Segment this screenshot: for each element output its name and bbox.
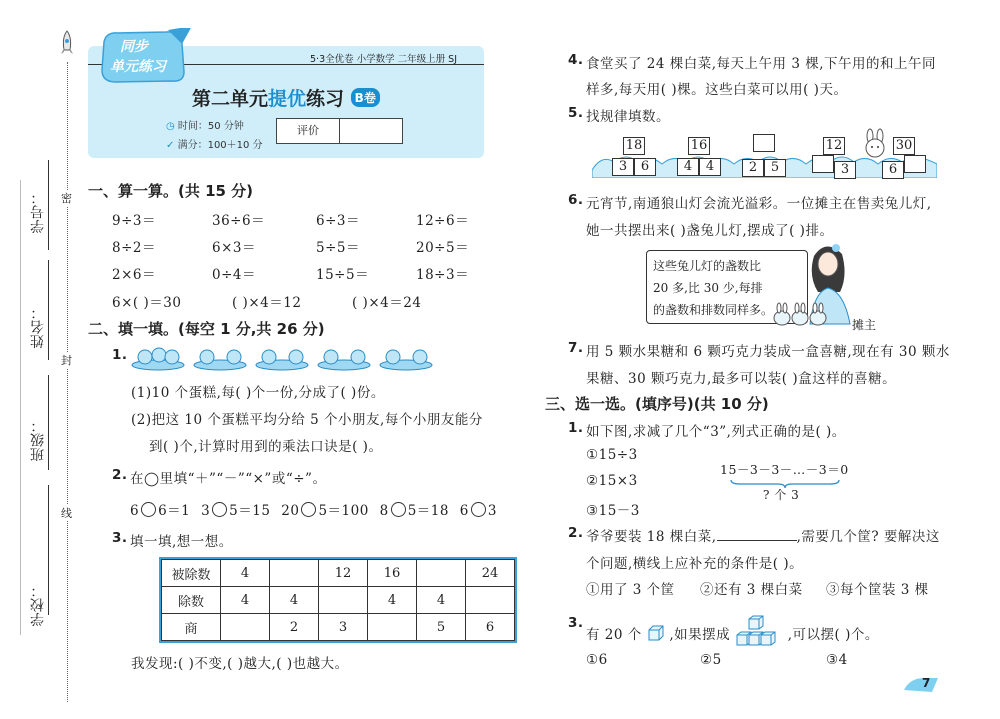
table-row xyxy=(162,560,515,587)
label-student-id: 学号： xyxy=(30,190,46,234)
table-cell-blank[interactable] xyxy=(270,560,319,587)
table-cell-blank[interactable] xyxy=(221,614,270,641)
seq-item xyxy=(812,134,856,179)
score-text: 满分：100＋10 分 xyxy=(177,140,263,151)
op-circle[interactable] xyxy=(141,502,156,517)
bubble-line: 的盏数和排数同样多。 xyxy=(653,303,774,317)
bunny-lantern-icon xyxy=(774,303,790,325)
eval-field[interactable] xyxy=(340,119,402,143)
s1-r3c1: 2×6＝ xyxy=(112,267,156,283)
title-part-b: 提优 xyxy=(268,88,307,110)
title-part-c: 练习 xyxy=(306,88,345,110)
score-info xyxy=(166,136,263,151)
page-number: 7 xyxy=(922,676,931,690)
s1-r1c4: 12÷6＝ xyxy=(416,213,470,229)
table-row xyxy=(162,587,515,614)
unit-badge xyxy=(96,28,196,84)
seq-top: 16 xyxy=(688,137,710,155)
table-cell-blank[interactable] xyxy=(319,587,368,614)
cake-plate-icon xyxy=(256,350,308,370)
eval-box xyxy=(276,118,403,144)
op-left: 3 xyxy=(201,503,211,519)
seq-left: 3 xyxy=(612,158,634,176)
section1-title: 一、算一算。(共 15 分) xyxy=(88,182,254,200)
page-title xyxy=(192,84,380,111)
header-meta: 5·3全优卷 小学数学 二年级上册 SJ xyxy=(310,54,457,65)
table-cell: 6 xyxy=(466,614,515,641)
field-class[interactable] xyxy=(48,375,49,470)
clock-icon: ◷ xyxy=(166,121,175,132)
op-circle[interactable] xyxy=(471,502,486,517)
s1-r3c4: 18÷3＝ xyxy=(416,267,470,283)
s2-q3-text: 填一填,想一想。 xyxy=(130,534,233,550)
s1-r1c1: 9÷3＝ xyxy=(112,213,156,229)
s3-q3-line xyxy=(586,615,879,649)
seq-right: 6 xyxy=(634,158,656,176)
s3-q1-brace-label: ? 个 3 xyxy=(763,488,800,502)
s3-q1-option2[interactable]: ②15×3 xyxy=(586,473,638,489)
s3-q3-number: 3. xyxy=(568,615,584,631)
op-circle[interactable] xyxy=(391,502,406,517)
label-name: 姓名： xyxy=(30,305,46,349)
op-right: 5＝18 xyxy=(407,503,449,519)
seal-xian: 线 xyxy=(61,507,72,520)
table-cell: 12 xyxy=(319,560,368,587)
table-header: 被除数 xyxy=(162,560,221,587)
s1-r2c1: 8÷2＝ xyxy=(112,240,156,256)
seq-left: 4 xyxy=(677,158,699,176)
seal-feng: 封 xyxy=(61,354,72,367)
s3-q2-line2: 个问题,横线上应补充的条件是( )。 xyxy=(586,556,804,572)
table-cell: 16 xyxy=(368,560,417,587)
op-right: 6＝1 xyxy=(158,503,191,519)
s2-q5-number: 5. xyxy=(568,105,584,121)
seq-top: 30 xyxy=(893,137,915,155)
division-table xyxy=(159,557,517,643)
field-name[interactable] xyxy=(48,260,49,360)
cube-icon xyxy=(647,624,665,642)
s3-q1-text: 如下图,求减了几个“3”,列式正确的是( )。 xyxy=(586,424,846,440)
s3-q3-text-a: 有 20 个 xyxy=(586,627,642,643)
s2-q1-part2-line2: 到( )个,计算时用到的乘法口诀是( )。 xyxy=(149,439,383,455)
seq-right: 4 xyxy=(699,158,721,176)
s1-r2c3: 5÷5＝ xyxy=(316,240,360,256)
seq-left: 2 xyxy=(742,159,764,177)
s3-q3-option3[interactable]: ③4 xyxy=(826,652,848,668)
s3-q2-condition-blank[interactable] xyxy=(717,528,797,541)
title-part-a: 第二单元 xyxy=(192,88,269,110)
seq-item xyxy=(612,134,656,176)
check-icon: ✓ xyxy=(166,140,175,151)
s3-q2-line1-b: ,需要几个筐? 要解决这 xyxy=(796,529,940,545)
table-cell-blank[interactable] xyxy=(466,587,515,614)
title-tag: B卷 xyxy=(351,88,380,107)
s2-q7-line2: 果糖、30 颗巧克力,最多可以装( )盒这样的喜糖。 xyxy=(586,371,897,387)
seq-right: 5 xyxy=(764,159,786,177)
bunny-lantern-icon xyxy=(792,303,808,325)
s1-r4c2: ( )×4＝12 xyxy=(232,295,302,311)
s1-r1c2: 36÷6＝ xyxy=(212,213,266,229)
s2-q6-line2: 她一共摆出来( )盏兔儿灯,摆成了( )排。 xyxy=(586,223,834,239)
s1-r1c3: 6÷3＝ xyxy=(316,213,360,229)
s2-q3-number: 3. xyxy=(112,530,128,546)
s2-q6-number: 6. xyxy=(568,192,584,208)
seq-top: 12 xyxy=(823,137,845,155)
s3-q2-option1[interactable]: ①用了 3 个筐 xyxy=(586,582,675,598)
s2-q1-part2-line1: (2)把这 10 个蛋糕平均分给 5 个小朋友,每个小朋友能分 xyxy=(131,412,483,428)
op-left: 6 xyxy=(130,503,140,519)
page-number-badge xyxy=(902,674,940,694)
table-cell: 2 xyxy=(270,614,319,641)
op-right: 5＝100 xyxy=(318,503,369,519)
cube-stack-icon xyxy=(735,615,783,649)
table-cell: 4 xyxy=(270,587,319,614)
rocket-icon xyxy=(59,30,75,62)
cake-plate-icon xyxy=(380,350,432,370)
table-cell: 4 xyxy=(221,587,270,614)
table-cell: 24 xyxy=(466,560,515,587)
s2-q1-number: 1. xyxy=(112,347,128,363)
s2-q2-number: 2. xyxy=(112,467,128,483)
table-cell: 3 xyxy=(319,614,368,641)
s2-q3-finding: 我发现:( )不变,( )越大,( )也越大。 xyxy=(131,656,349,672)
s1-r3c2: 0÷4＝ xyxy=(212,267,256,283)
badge-line1: 同步 xyxy=(120,39,148,55)
op-item-4 xyxy=(380,503,449,519)
seq-top: 18 xyxy=(623,137,645,155)
s2-q1-part1: (1)10 个蛋糕,每( )个一份,分成了( )份。 xyxy=(131,385,385,401)
op-left: 6 xyxy=(459,503,469,519)
s2-q2-items xyxy=(130,499,497,519)
op-left: 8 xyxy=(379,503,389,519)
s3-q1-option1[interactable]: ①15÷3 xyxy=(586,447,638,463)
badge-line2: 单元练习 xyxy=(110,59,166,75)
label-class: 班级： xyxy=(30,418,46,462)
s2-q4-line1: 食堂买了 24 棵白菜,每天上午用 3 棵,下午用的和上午同 xyxy=(586,56,937,72)
bunny-lanterns xyxy=(772,302,832,332)
vendor-label: 摊主 xyxy=(852,318,877,332)
s1-r4c3: ( )×4＝24 xyxy=(352,295,422,311)
s3-q1-option3[interactable]: ③15－3 xyxy=(586,503,640,519)
table-header: 除数 xyxy=(162,587,221,614)
op-circle[interactable] xyxy=(212,502,227,517)
time-info xyxy=(166,117,244,132)
op-right: 5＝15 xyxy=(229,503,271,519)
s1-r2c4: 20÷5＝ xyxy=(416,240,470,256)
s1-r2c2: 6×3＝ xyxy=(212,240,256,256)
op-right: 3 xyxy=(487,503,497,519)
table-cell: 5 xyxy=(417,614,466,641)
seal-mi: 密 xyxy=(61,192,72,205)
bubble-line: 这些兔儿灯的盏数比 xyxy=(653,259,762,273)
field-school[interactable] xyxy=(48,485,49,615)
page-badge-shape xyxy=(902,674,940,694)
section3-title: 三、选一选。(填序号)(共 10 分) xyxy=(545,395,769,413)
s1-r3c3: 15÷5＝ xyxy=(316,267,370,283)
s1-r4c1: 6×( )＝30 xyxy=(112,295,182,311)
op-item-1 xyxy=(130,503,190,519)
section2-title: 二、填一填。(每空 1 分,共 26 分) xyxy=(88,320,325,338)
seq-left-blank[interactable] xyxy=(812,155,834,173)
label-school: 学校： xyxy=(30,583,46,627)
cake-plates xyxy=(130,343,480,371)
table-cell-blank[interactable] xyxy=(368,614,417,641)
dotted-line xyxy=(67,62,68,702)
bunny-lantern-icon xyxy=(810,303,826,325)
table-cell: 4 xyxy=(221,560,270,587)
seq-left: 6 xyxy=(882,161,904,179)
s3-q2-option3[interactable]: ③每个筐装 3 棵 xyxy=(826,582,929,598)
s3-q2-line1 xyxy=(586,525,940,545)
s3-q2-number: 2. xyxy=(568,525,584,541)
s3-q1-expression: 15－3－3－…－3＝0 xyxy=(720,462,849,477)
cake-plate-icon xyxy=(132,348,184,370)
seq-item xyxy=(742,134,786,177)
s2-q7-line1: 用 5 颗水果糖和 6 颗巧克力装成一盒喜糖,现在有 30 颗水 xyxy=(586,344,950,360)
cake-plate-icon xyxy=(318,350,370,370)
s2-q2-text: 在◯里填“＋”“－”“×”或“÷”。 xyxy=(130,471,327,487)
op-circle[interactable] xyxy=(301,502,316,517)
bubble-line: 20 多,比 30 少,每排 xyxy=(653,281,763,295)
seq-right-blank[interactable] xyxy=(904,155,926,173)
op-item-2 xyxy=(201,503,270,519)
s3-q3-text-b: ,如果摆成 xyxy=(669,627,731,643)
seq-item xyxy=(882,134,926,179)
s3-q3-option2[interactable]: ②5 xyxy=(700,652,722,668)
time-text: 时间：50 分钟 xyxy=(177,121,244,132)
eval-label: 评价 xyxy=(277,119,340,143)
op-item-3 xyxy=(281,503,369,519)
table-cell: 4 xyxy=(417,587,466,614)
table-row xyxy=(162,614,515,641)
s2-q6-line1: 元宵节,南通狼山灯会流光溢彩。一位摊主在售卖兔儿灯, xyxy=(586,196,932,212)
s2-q7-number: 7. xyxy=(568,340,584,356)
seq-top-blank[interactable] xyxy=(753,134,775,152)
binding-line xyxy=(20,180,21,635)
field-student-id[interactable] xyxy=(48,160,49,250)
seq-item xyxy=(677,134,721,176)
s3-q2-line1-a: 爷爷要装 18 棵白菜, xyxy=(586,529,717,545)
op-left: 20 xyxy=(281,503,300,519)
s3-q1-number: 1. xyxy=(568,420,584,436)
sequence-strip xyxy=(592,132,937,178)
table-cell: 4 xyxy=(368,587,417,614)
seq-right: 3 xyxy=(834,161,856,179)
s2-q4-number: 4. xyxy=(568,52,584,68)
cake-plate-icon xyxy=(194,350,246,370)
s2-q5-text: 找规律填数。 xyxy=(586,109,670,125)
op-item-5 xyxy=(460,503,497,519)
table-header: 商 xyxy=(162,614,221,641)
table-cell-blank[interactable] xyxy=(417,560,466,587)
s3-q3-text-c: ,可以摆( )个。 xyxy=(787,627,879,643)
s2-q4-line2: 样多,每天用( )棵。这些白菜可以用( )天。 xyxy=(586,82,848,98)
s3-q3-option1[interactable]: ①6 xyxy=(586,652,608,668)
s3-q2-option2[interactable]: ②还有 3 棵白菜 xyxy=(700,582,803,598)
